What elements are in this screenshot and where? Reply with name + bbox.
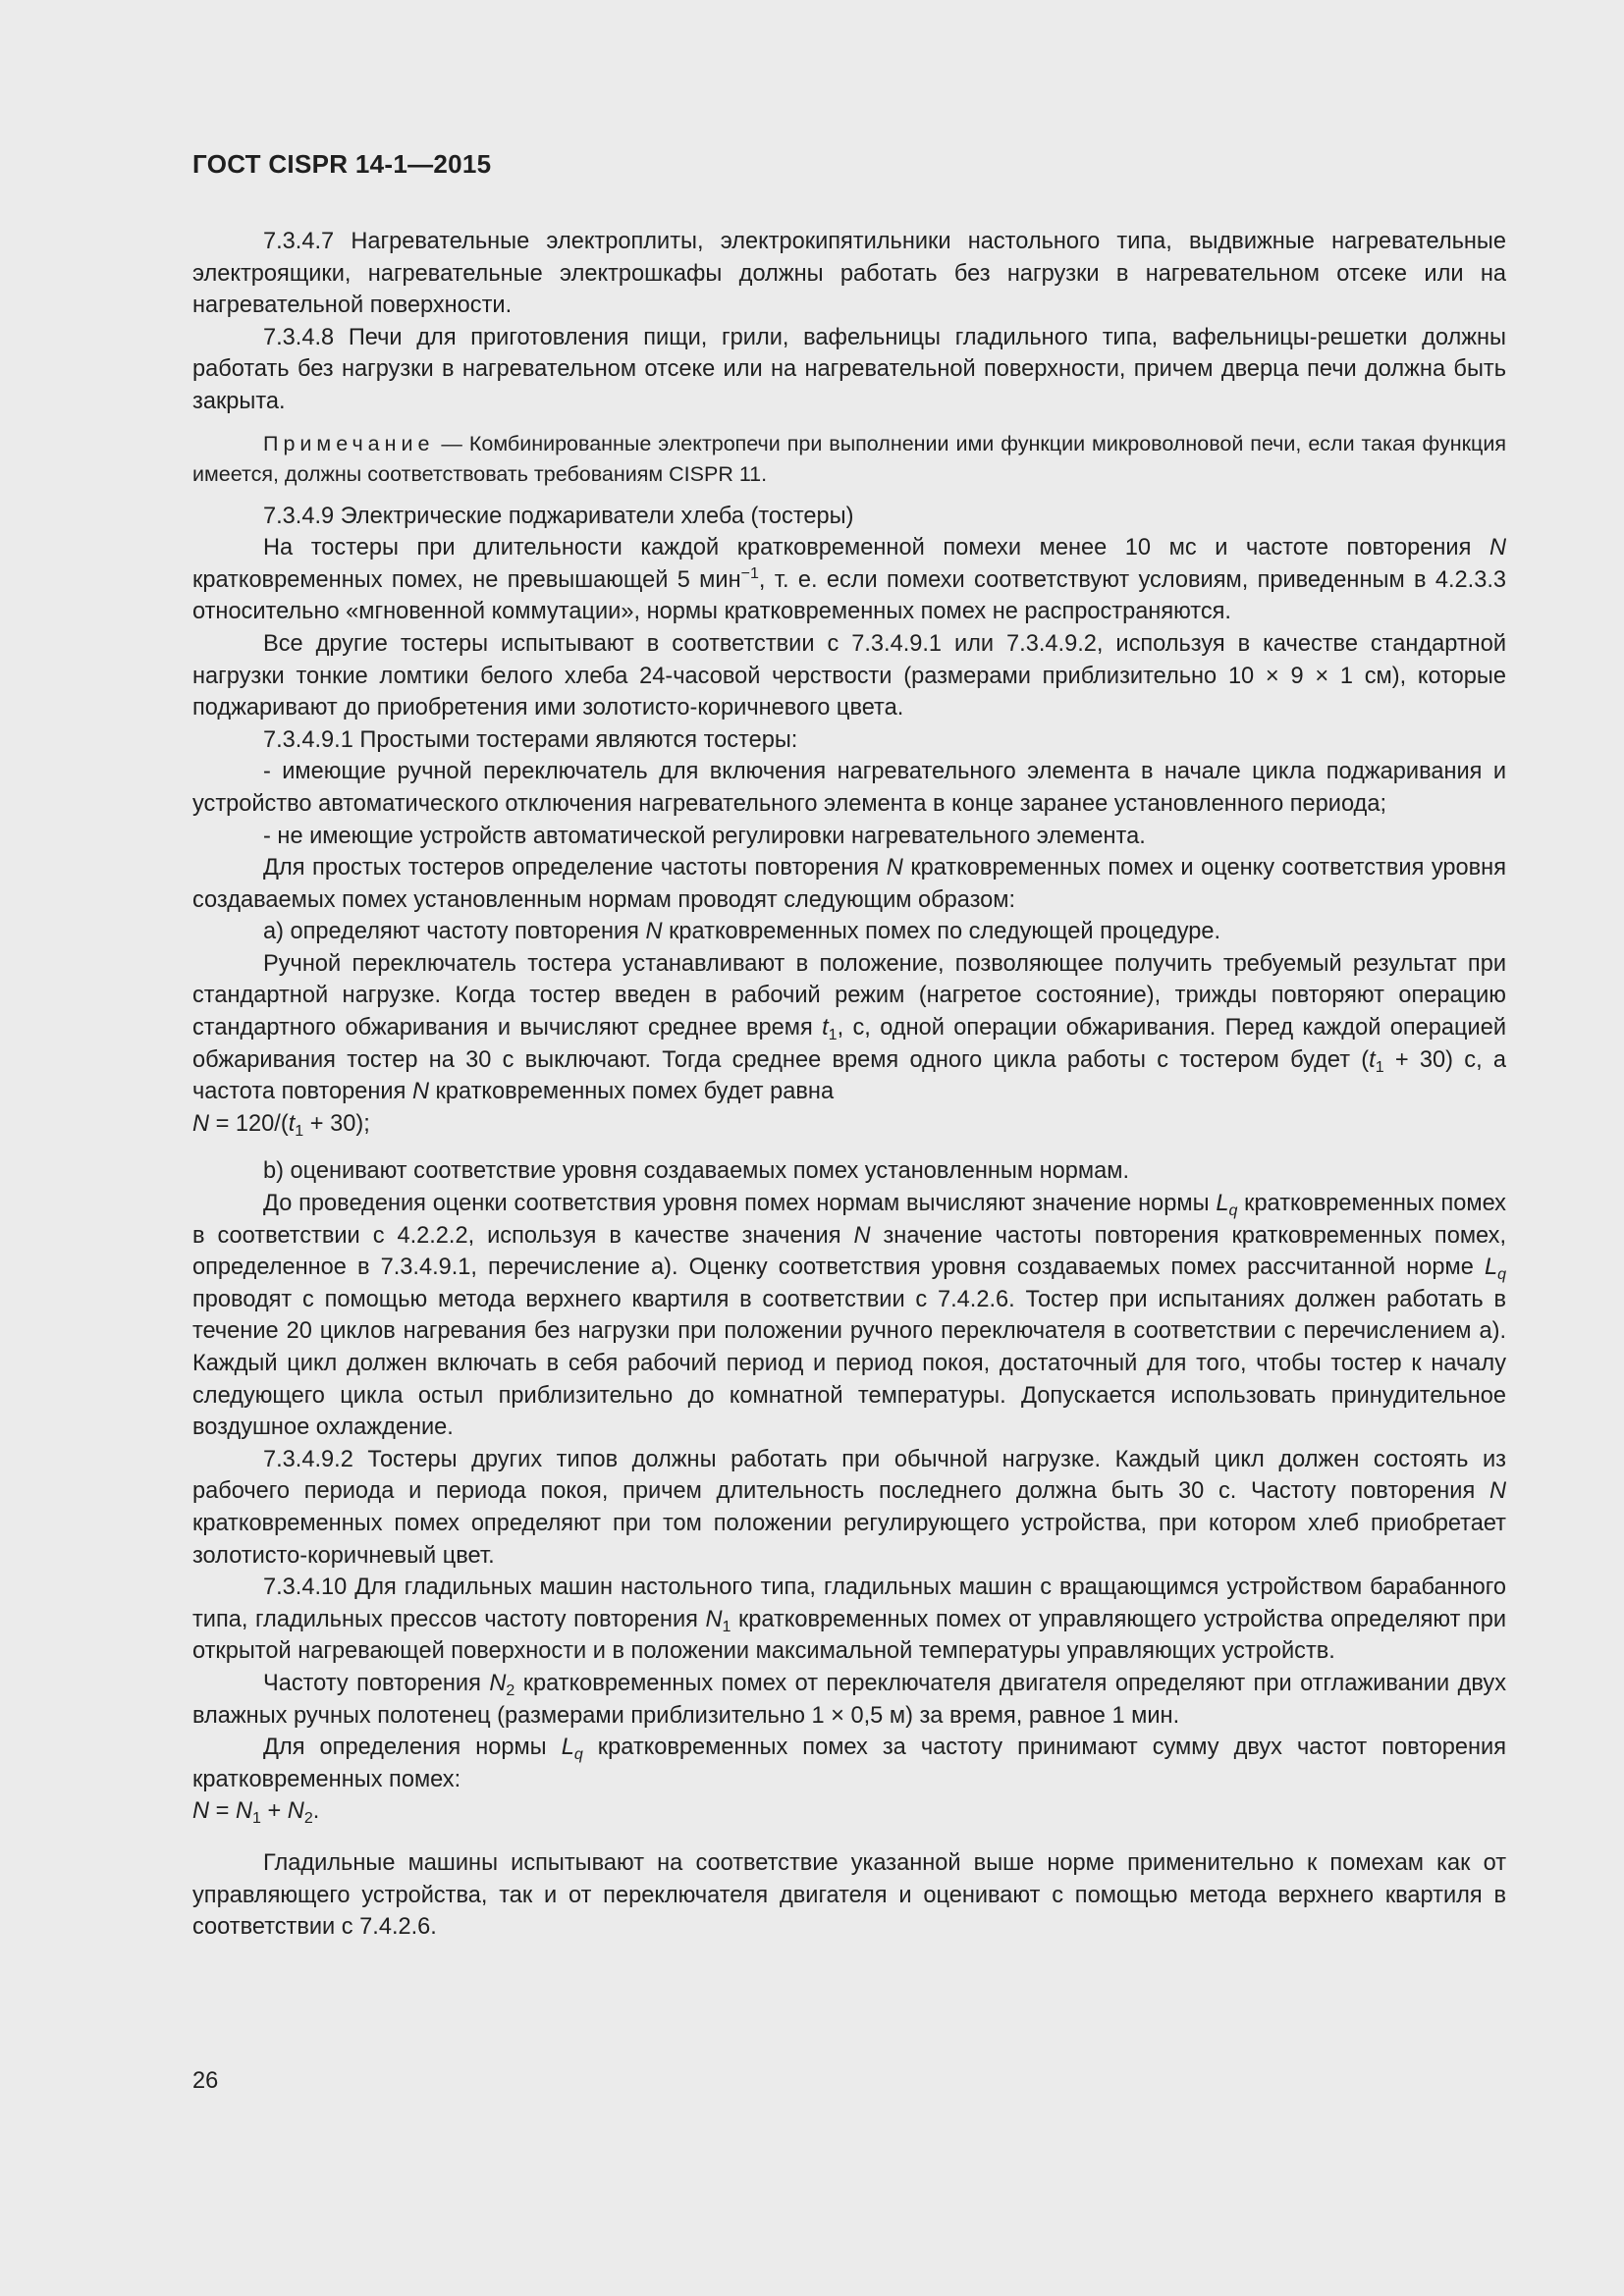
paragraph-norm: Для определения нормы $L_q$ кратковременных помех за частоту принимают сумму двух частот повторения кратковременных помех: bbox=[192, 1735, 1506, 1792]
note-label: Примечание bbox=[263, 431, 435, 455]
list-item: - не имеющие устройств автоматической регулировки нагревательного элемента. bbox=[263, 823, 1146, 849]
note-text: — Комбинированные электропечи при выполнении ими функции микроволновой печи, если такая функция имеется, должны соответствовать требованиям CISPR 11. bbox=[192, 431, 1506, 486]
formula-2: $N = N_1 + N_2$. bbox=[192, 1798, 320, 1828]
document-body bbox=[192, 226, 1506, 1944]
paragraph-item-a: а) определяют частоту повторения N кратковременных помех по следующей процедуре. bbox=[263, 919, 1221, 945]
paragraph-7-3-4-8: 7.3.4.8 Печи для приготовления пищи, грили, вафельницы гладильного типа, вафельницы-решетки должны работать без нагрузки в нагревательном отсеке или на нагревательной поверхности, причем дверца печи должна быть закрыта. bbox=[192, 324, 1506, 414]
note bbox=[192, 429, 1506, 490]
paragraph-toasters-intro: На тостеры при длительности каждой кратковременной помехи менее 10 мс и частоте повторения N кратковременных помех, не превышающей 5 мин$^{-1}$, т. е. если помехи соответствуют условиям, приведенным в 4.2.3.3 относительно «мгновенной коммутации», нормы кратковременных помех не распространяются. bbox=[192, 535, 1506, 625]
list-item: - имеющие ручной переключатель для включения нагревательного элемента в начале цикла поджаривания и устройство автоматического отключения нагревательного элемента в конце заранее установленного периода; bbox=[192, 759, 1506, 817]
symbol-n: N bbox=[1489, 535, 1506, 561]
paragraph-n2: Частоту повторения $N_2$ кратковременных помех от переключателя двигателя определяют при отглаживании двух влажных ручных полотенец (размерами приблизительно 1 × 0,5 м) за время, равное 1 мин. bbox=[192, 1670, 1506, 1729]
paragraph-simple-toasters: Для простых тостеров определение частоты повторения N кратковременных помех и оценку соответствия уровня создаваемых помех установленным нормам проводят следующим образом: bbox=[192, 855, 1506, 913]
document-header: ГОСТ CISPR 14-1—2015 bbox=[192, 149, 492, 179]
paragraph-7-3-4-7: 7.3.4.7 Нагревательные электроплиты, электрокипятильники настольного типа, выдвижные нагревательные электроящики, нагревательные электрошкафы должны работать без нагрузки в нагревательном отсеке или на нагревательной поверхности. bbox=[192, 229, 1506, 319]
paragraph-7-3-4-9: 7.3.4.9 Электрические поджариватели хлеба (тостеры) bbox=[263, 503, 854, 529]
paragraph-7-3-4-10: 7.3.4.10 Для гладильных машин настольного типа, гладильных машин с вращающимся устройством барабанного типа, гладильных прессов частоту повторения $N_1$ кратковременных помех от управляющего устройства определяют при открытой нагревающей поверхности и в положении максимальной температуры управляющих устройств. bbox=[192, 1575, 1507, 1665]
paragraph-ironing-machines: Гладильные машины испытывают на соответствие указанной выше норме применительно к помехам как от управляющего устройства, так и от переключателя двигателя и оценивают с помощью метода верхнего квартиля в соответствии с 7.4.2.6. bbox=[192, 1849, 1506, 1941]
formula-1: $N = 120/(t_1 + 30)$; bbox=[192, 1110, 370, 1140]
page-number: 26 bbox=[192, 2068, 219, 2094]
paragraph-other-toasters: Все другие тостеры испытывают в соответствии с 7.3.4.9.1 или 7.3.4.9.2, используя в качестве стандартной нагрузки тонкие ломтики белого хлеба 24-часовой черствости (размерами приблизительно 10 × 9 × 1 см), которые поджаривают до приобретения ими золотисто-коричневого цвета. bbox=[192, 630, 1506, 721]
paragraph-item-b: b) оценивают соответствие уровня создаваемых помех установленным нормам. bbox=[263, 1158, 1129, 1185]
superscript: −1 bbox=[740, 563, 759, 582]
paragraph-7-3-4-9-1: 7.3.4.9.1 Простыми тостерами являются тостеры: bbox=[263, 726, 798, 753]
paragraph-evaluation: До проведения оценки соответствия уровня помех нормам вычисляют значение нормы $L_q$ кратковременных помех в соответствии с 4.2.2.2, используя в качестве значения N значение частоты повторения кратковременных помех, определенное в 7.3.4.9.1, перечисление а). Оценку соответствия уровня создаваемых помех рассчитанной норме $L_q$ проводят с помощью метода верхнего квартиля в соответствии с 7.4.2.6. Тостер при испытаниях должен работать в течение 20 циклов нагревания без нагрузки при положении ручного переключателя в соответствии с перечислением а). Каждый цикл должен включать в себя рабочий период и период покоя, достаточный для того, чтобы тостер к началу следующего цикла остыл приблизительно до комнатной температуры. Допускается использовать принудительное воздушное охлаждение. bbox=[192, 1191, 1506, 1441]
paragraph-7-3-4-9-2: 7.3.4.9.2 Тостеры других типов должны работать при обычной нагрузке. Каждый цикл должен состоять из рабочего периода и периода покоя, причем длительность последнего должна быть 30 с. Частоту повторения N кратковременных помех определяют при том положении регулирующего устройства, при котором хлеб приобретает золотисто-коричневый цвет. bbox=[192, 1446, 1506, 1569]
paragraph-procedure: Ручной переключатель тостера устанавливают в положение, позволяющее получить требуемый результат при стандартной нагрузке. Когда тостер введен в рабочий режим (нагретое состояние), трижды повторяют операцию стандартного обжаривания и вычисляют среднее время $t_1$, с, одной операции обжаривания. Перед каждой операцией обжаривания тостер на 30 с выключают. Тогда среднее время одного цикла работы с тостером будет $(t_1 + 30)$ с, а частота повторения N кратковременных помех будет равна bbox=[192, 950, 1506, 1105]
